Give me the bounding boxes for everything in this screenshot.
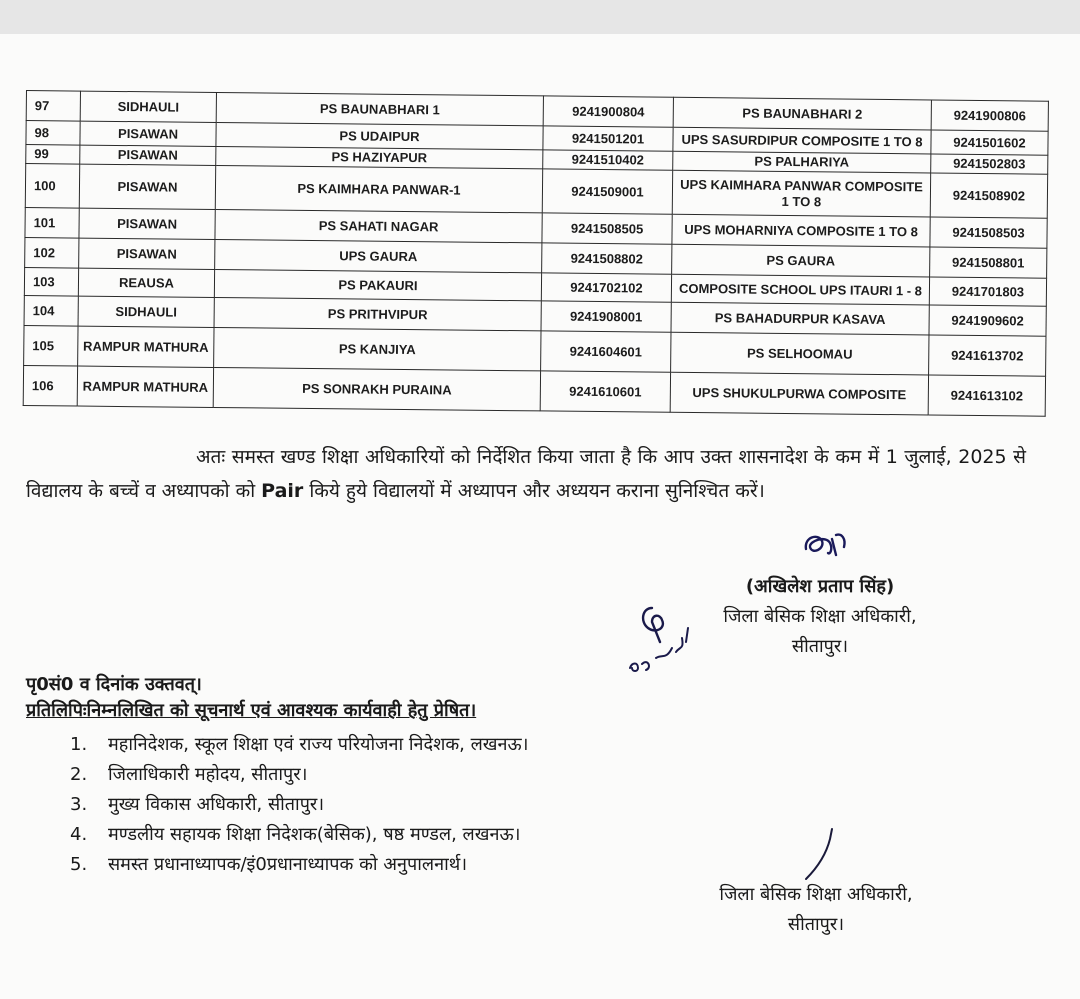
code-b-cell: 9241900806 xyxy=(931,100,1048,131)
code-b-cell: 9241508801 xyxy=(930,247,1047,278)
code-a-cell: 9241508802 xyxy=(542,243,672,274)
school-b-cell: PS BAHADURPUR KASAVA xyxy=(671,302,929,335)
school-a-cell: PS UDAIPUR xyxy=(216,122,543,149)
list-item: 5. समस्त प्रधानाध्यापक/इं0प्रधानाध्यापक को अनुपालनार्थ। xyxy=(70,854,468,875)
list-item: 2. जिलाधिकारी महोदय, सीतापुर। xyxy=(70,764,308,785)
code-a-cell: 9241610601 xyxy=(540,371,670,412)
school-a-cell: PS KANJIYA xyxy=(214,327,541,370)
officer-place: सीतापुर। xyxy=(791,636,849,657)
list-item: 1. महानिदेशक, स्कूल शिक्षा एवं राज्य परियोजना निदेशक, लखनऊ। xyxy=(70,734,529,755)
signature-block-2 xyxy=(676,880,956,940)
code-a-cell: 9241510402 xyxy=(543,150,673,170)
block-cell: SIDHAULI xyxy=(78,296,214,327)
officer-signature-icon xyxy=(800,525,860,565)
school-a-cell: UPS GAURA xyxy=(215,239,542,272)
school-b-cell: UPS MOHARNIYA COMPOSITE 1 TO 8 xyxy=(672,214,930,247)
school-a-cell: PS KAIMHARA PANWAR-1 xyxy=(215,165,542,212)
school-pairing-table xyxy=(23,90,1049,417)
serial-cell: 104 xyxy=(24,295,78,326)
school-b-cell: PS SELHOOMAU xyxy=(671,332,929,375)
block-cell: REAUSA xyxy=(78,268,214,297)
school-a-cell: PS BAUNABHARI 1 xyxy=(216,92,543,125)
code-a-cell: 9241501201 xyxy=(543,126,673,151)
block-cell: SIDHAULI xyxy=(80,91,216,122)
school-b-cell: UPS KAIMHARA PANWAR COMPOSITE 1 TO 8 xyxy=(672,170,930,217)
code-b-cell: 9241909602 xyxy=(929,305,1046,336)
viewer-top-bar xyxy=(0,0,1080,34)
serial-cell: 101 xyxy=(25,207,79,238)
copy-recipient-list xyxy=(70,730,528,880)
school-b-cell: PS GAURA xyxy=(672,244,930,277)
serial-cell: 99 xyxy=(26,145,80,165)
code-b-cell: 9241508902 xyxy=(930,173,1047,218)
school-a-cell: PS SONRAKH PURAINA xyxy=(213,367,540,410)
code-a-cell: 9241702102 xyxy=(541,273,671,302)
officer-place-2: सीतापुर। xyxy=(787,914,845,935)
code-a-cell: 9241509001 xyxy=(542,169,672,214)
code-b-cell: 9241613702 xyxy=(929,335,1046,376)
serial-cell: 102 xyxy=(25,237,79,268)
school-a-cell: PS PAKAURI xyxy=(214,269,541,300)
school-b-cell: PS BAUNABHARI 2 xyxy=(673,97,931,130)
code-a-cell: 9241508505 xyxy=(542,213,672,244)
block-cell: PISAWAN xyxy=(79,208,215,239)
reference-line: पृ0सं0 व दिनांक उक्तवत्। xyxy=(26,674,202,695)
code-b-cell: 9241613102 xyxy=(928,375,1045,416)
block-cell: RAMPUR MATHURA xyxy=(77,366,213,407)
serial-cell: 100 xyxy=(25,164,79,209)
paragraph-text-1: अतः समस्त खण्ड शिक्षा अधिकारियों को निर्देशित किया जाता है कि आप उक्त शासनादेश के कम में 1 जुलाई, 2025 से विद्यालय के बच्चें व अध्यापको को xyxy=(26,446,1026,502)
list-item: 3. मुख्य विकास अधिकारी, सीतापुर। xyxy=(70,794,325,815)
school-b-cell: COMPOSITE SCHOOL UPS ITAURI 1 - 8 xyxy=(671,274,929,305)
pen-stroke-icon xyxy=(800,825,840,885)
signature-block xyxy=(690,572,950,662)
block-cell: RAMPUR MATHURA xyxy=(78,326,214,367)
block-cell: PISAWAN xyxy=(80,145,216,165)
serial-cell: 98 xyxy=(26,121,80,146)
code-b-cell: 9241508503 xyxy=(930,217,1047,248)
table-body xyxy=(23,91,1048,417)
initials-scribble-icon xyxy=(622,598,702,678)
school-b-cell: UPS SASURDIPUR COMPOSITE 1 TO 8 xyxy=(673,127,931,154)
code-b-cell: 9241701803 xyxy=(929,277,1046,306)
officer-designation: जिला बेसिक शिक्षा अधिकारी, xyxy=(723,606,917,627)
block-cell: PISAWAN xyxy=(80,121,216,146)
code-b-cell: 9241502803 xyxy=(931,154,1048,174)
code-a-cell: 9241604601 xyxy=(541,331,671,372)
paragraph-text-2: किये हुये विद्यालयों में अध्यापन और अध्ययन कराना सुनिश्चित करें। xyxy=(303,480,765,502)
serial-cell: 97 xyxy=(26,91,80,122)
school-a-cell: PS SAHATI NAGAR xyxy=(215,209,542,242)
copy-to-heading: प्रतिलिपिःनिम्नलिखित को सूचनार्थ एवं आवश्यक कार्यवाही हेतु प्रेषित। xyxy=(26,700,477,721)
code-a-cell: 9241908001 xyxy=(541,301,671,332)
code-a-cell: 9241900804 xyxy=(543,96,673,127)
list-item: 4. मण्डलीय सहायक शिक्षा निदेशक(बेसिक), षष्ठ मण्डल, लखनऊ। xyxy=(70,824,521,845)
serial-cell: 106 xyxy=(23,365,77,406)
instruction-paragraph xyxy=(26,440,1026,508)
officer-name: (अखिलेश प्रताप सिंह) xyxy=(745,576,895,597)
officer-designation-2: जिला बेसिक शिक्षा अधिकारी, xyxy=(719,884,913,905)
school-a-cell: PS HAZIYAPUR xyxy=(216,146,543,168)
serial-cell: 103 xyxy=(24,267,78,296)
block-cell: PISAWAN xyxy=(79,238,215,269)
school-b-cell: PS PALHARIYA xyxy=(673,151,931,173)
block-cell: PISAWAN xyxy=(79,164,215,209)
code-b-cell: 9241501602 xyxy=(931,130,1048,155)
school-b-cell: UPS SHUKULPURWA COMPOSITE xyxy=(670,372,928,415)
school-a-cell: PS PRITHVIPUR xyxy=(214,297,541,330)
paragraph-bold-word: Pair xyxy=(261,480,304,502)
serial-cell: 105 xyxy=(24,325,78,366)
